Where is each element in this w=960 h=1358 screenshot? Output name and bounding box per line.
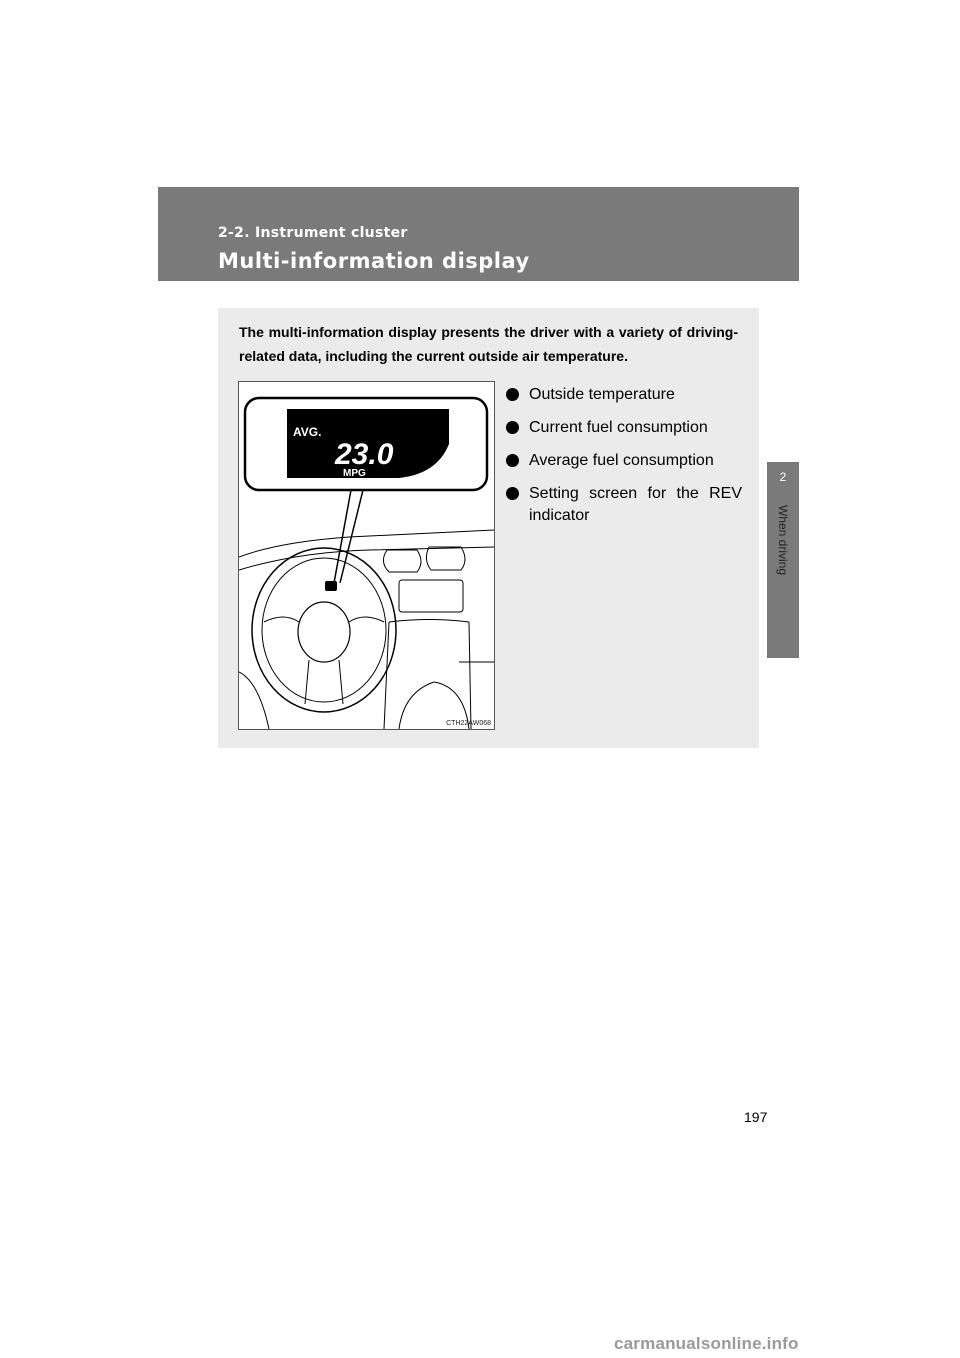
list-item: [506, 417, 742, 439]
bullet-icon: [506, 388, 519, 401]
display-value-text: 23.0: [335, 438, 394, 471]
list-item: [506, 450, 742, 472]
list-item-text: Average fuel consumption: [529, 452, 714, 469]
page-number: 197: [744, 1109, 768, 1125]
chapter-label: When driving: [776, 504, 790, 576]
section-label: 2-2. Instrument cluster: [218, 225, 408, 241]
display-mode-text: AVG.: [293, 425, 322, 439]
info-panel: [218, 308, 759, 748]
display-unit-text: MPG: [343, 468, 366, 479]
list-item: [506, 483, 742, 527]
list-item: [506, 384, 742, 406]
page-title: Multi-information display: [218, 249, 530, 273]
bullet-icon: [506, 421, 519, 434]
figure-code: CTH22AW068: [446, 720, 491, 727]
section-header: [158, 187, 799, 281]
intro-text: The multi-information display presents the driver with a variety of driving-related data, including the current outside air temperature.: [239, 324, 738, 364]
list-item-text: Setting screen for the REV indicator: [529, 485, 742, 524]
list-item-text: Current fuel consumption: [529, 419, 708, 436]
watermark-link[interactable]: carmanualsonline.info: [614, 1334, 799, 1353]
chapter-number: 2: [779, 470, 787, 484]
dashboard-drawing: [239, 382, 494, 729]
feature-list: [506, 384, 742, 538]
bullet-icon: [506, 454, 519, 467]
bullet-icon: [506, 487, 519, 500]
list-item-text: Outside temperature: [529, 386, 675, 403]
dashboard-illustration: [238, 381, 495, 730]
